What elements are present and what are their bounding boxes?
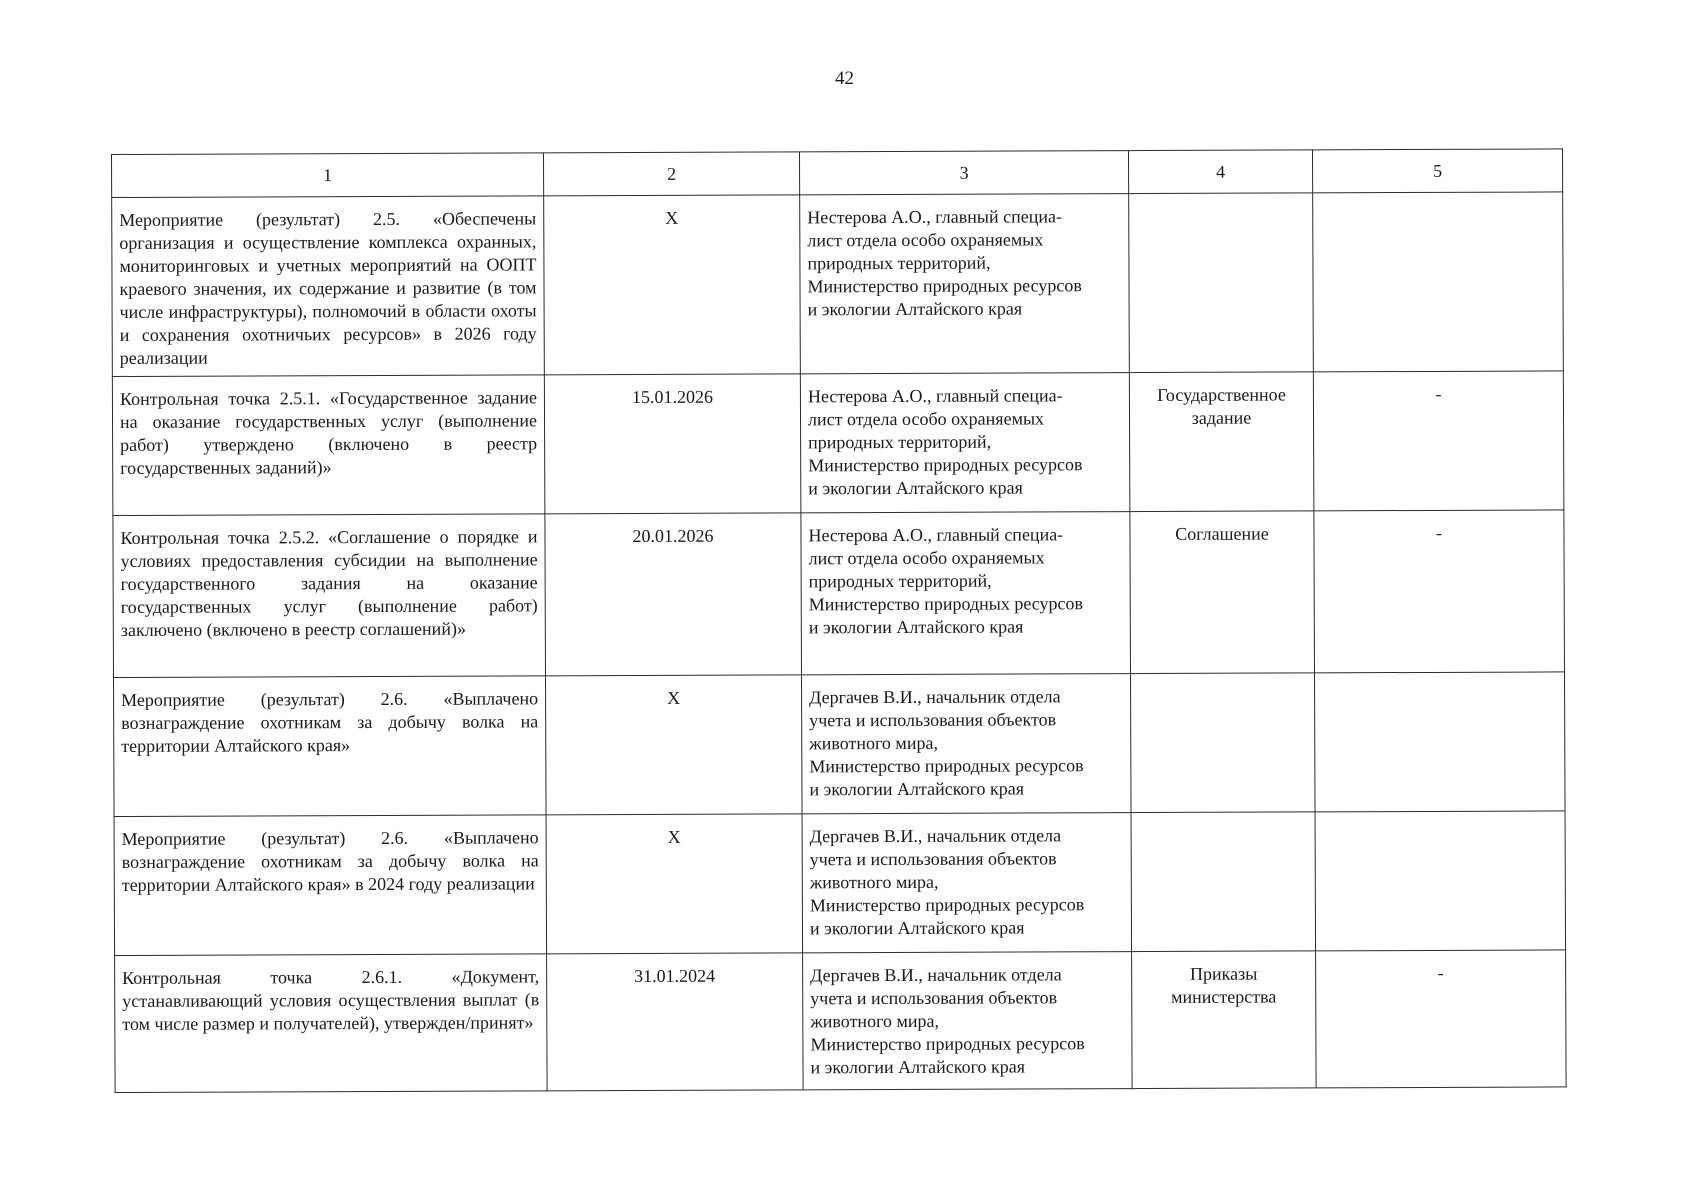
table-row xyxy=(112,371,1564,516)
cell-date: 20.01.2026 xyxy=(545,513,802,676)
column-header-3: 3 xyxy=(799,151,1128,195)
cell-notes: - xyxy=(1313,371,1564,511)
cell-event-name: Контрольная точка 2.5.1. «Государственное задание на оказание государственных услуг (выполнение работ) утверждено (включено в реестр государственных заданий)» xyxy=(112,375,545,516)
column-header-5: 5 xyxy=(1312,149,1562,193)
cell-date: X xyxy=(544,195,801,375)
cell-notes: - xyxy=(1316,950,1567,1088)
cell-responsible: Нестерова А.О., главный специа- лист отдела особо охраняемых природных территорий, Министерство природных ресурсов и экологии Алтайского края xyxy=(801,512,1131,675)
cell-date: 15.01.2026 xyxy=(544,374,801,514)
cell-responsible: Нестерова А.О., главный специа- лист отдела особо охраняемых природных территорий, Министерство природных ресурсов и экологии Алтайского края xyxy=(800,194,1130,374)
column-header-1: 1 xyxy=(112,153,544,198)
cell-event-name: Мероприятие (результат) 2.6. «Выплачено вознаграждение охотникам за добычу волка на территории Алтайского края» в 2024 году реализации xyxy=(114,815,547,956)
cell-notes xyxy=(1315,811,1566,951)
table-row xyxy=(112,192,1564,377)
cell-date: 31.01.2024 xyxy=(547,953,804,1091)
column-header-2: 2 xyxy=(543,152,799,196)
table-header-row xyxy=(112,149,1563,198)
cell-date: X xyxy=(546,814,803,954)
cell-document-type: Государственное задание xyxy=(1129,372,1314,512)
cell-responsible: Дергачев В.И., начальник отдела учета и использования объектов животного мира, Министерство природных ресурсов и экологии Алтайского края xyxy=(802,674,1132,814)
cell-document-type: Соглашение xyxy=(1130,511,1315,674)
page-number: 42 xyxy=(835,68,854,89)
table-row xyxy=(114,811,1566,956)
cell-document-type xyxy=(1131,812,1316,952)
cell-event-name: Мероприятие (результат) 2.6. «Выплачено вознаграждение охотникам за добычу волка на территории Алтайского края» xyxy=(114,676,547,817)
cell-date: X xyxy=(546,675,803,815)
cell-notes: - xyxy=(1314,510,1565,673)
table-row xyxy=(114,672,1566,817)
cell-notes xyxy=(1313,192,1564,372)
cell-event-name: Контрольная точка 2.6.1. «Документ, устанавливающий условия осуществления выплат (в том числе размер и получателей), утвержден/принят» xyxy=(115,954,548,1093)
cell-responsible: Нестерова А.О., главный специа- лист отдела особо охраняемых природных территорий, Министерство природных ресурсов и экологии Алтайского края xyxy=(800,373,1130,513)
cell-event-name: Контрольная точка 2.5.2. «Соглашение о порядке и условиях предоставления субсидии на выполнение государственного задания на оказание государственных услуг (выполнение работ) заключено (включено в реестр соглашений)» xyxy=(113,514,546,678)
cell-document-type xyxy=(1131,673,1316,813)
cell-responsible: Дергачев В.И., начальник отдела учета и использования объектов животного мира, Министерство природных ресурсов и экологии Алтайского края xyxy=(802,813,1132,953)
cell-event-name: Мероприятие (результат) 2.5. «Обеспечены организация и осуществление комплекса охранных, мониторинговых и учетных мероприятий на ООПТ краевого значения, их содержание и развитие (в том числе инфраструктуры), полномочий в области охоты и сохранения охотничьих ресурсов» в 2026 году реализации xyxy=(112,196,545,377)
table-row xyxy=(115,950,1567,1093)
column-header-4: 4 xyxy=(1128,150,1312,194)
table-row xyxy=(113,510,1565,678)
cell-notes xyxy=(1315,672,1566,812)
cell-responsible: Дергачев В.И., начальник отдела учета и использования объектов животного мира, Министерство природных ресурсов и экологии Алтайского края xyxy=(803,952,1133,1090)
document-table xyxy=(111,148,1567,1093)
cell-document-type: Приказы министерства xyxy=(1132,951,1317,1089)
cell-document-type xyxy=(1129,193,1314,373)
